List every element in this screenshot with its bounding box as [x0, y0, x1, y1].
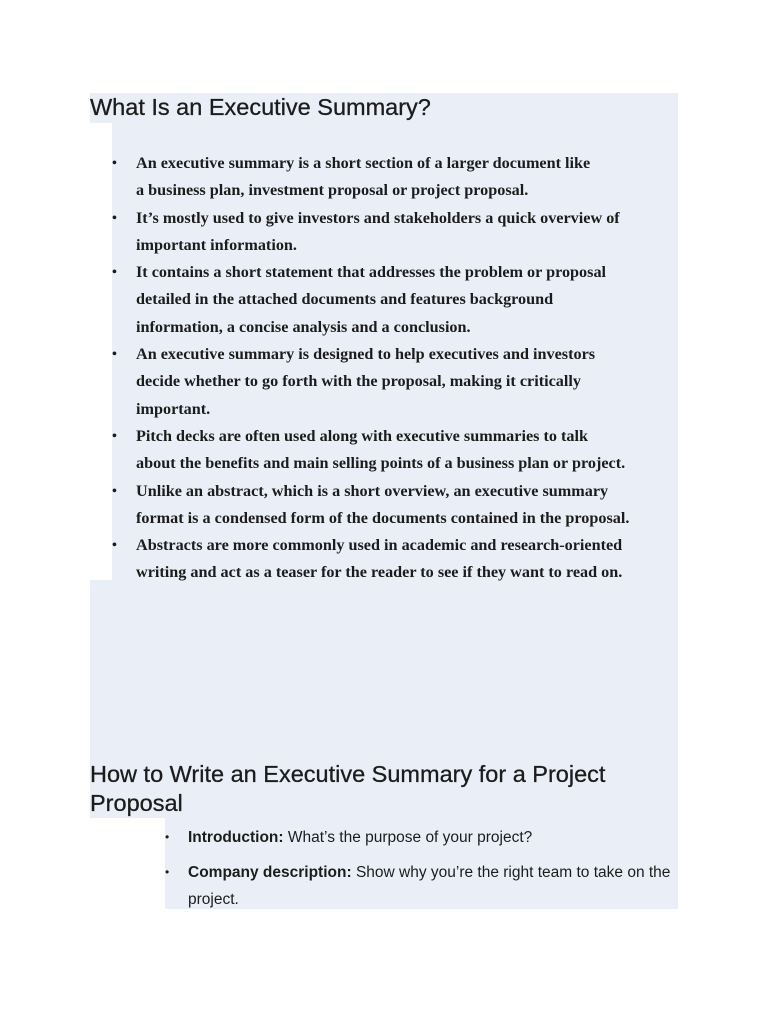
list-item-text: It’s mostly used to give investors and stakeholders a quick overview of important information.: [136, 208, 620, 254]
list-item: [112, 423, 682, 478]
list-item-text: Unlike an abstract, which is a short overview, an executive summary format is a condensed form of the documents contained in the proposal.: [136, 481, 630, 527]
list-item: [165, 859, 675, 913]
bullet-icon: •: [112, 483, 117, 499]
item-label: Introduction:: [188, 829, 284, 846]
list-item: [112, 341, 682, 423]
list-item-text: It contains a short statement that addresses the problem or proposal detailed in the attached documents and features background information, a concise analysis and a conclusion.: [136, 263, 607, 336]
bullet-icon: •: [165, 830, 170, 844]
bullet-icon: •: [112, 156, 117, 171]
list-item: [112, 532, 682, 587]
list-item: [112, 205, 682, 260]
list-item-text: Pitch decks are often used along with executive summaries to talk about the benefits and main selling points of a business plan or project.: [136, 426, 626, 473]
executive-summary-bullet-list: [112, 150, 682, 587]
bullet-icon: •: [112, 538, 117, 554]
item-text: Show why you’re the right team to take on the project.: [188, 864, 671, 908]
list-item: [112, 478, 682, 533]
section-2-heading: How to Write an Executive Summary for a Project Proposal: [90, 761, 606, 816]
list-item-text: An executive summary is designed to help executives and investors decide whether to go forth with the proposal, making it critically important.: [136, 345, 596, 418]
bullet-icon: •: [112, 428, 117, 444]
bullet-icon: •: [165, 865, 170, 879]
list-item: [165, 824, 675, 851]
section-1-heading: What Is an Executive Summary?: [90, 94, 431, 120]
item-label: Company description:: [188, 864, 352, 881]
bullet-icon: •: [112, 265, 117, 281]
bullet-icon: •: [112, 347, 117, 363]
highlight-gap: [90, 580, 678, 760]
item-text: What’s the purpose of your project?: [283, 829, 533, 846]
list-item: [112, 259, 682, 341]
list-item-text: An executive summary is a short section of a larger document like a business plan, investment proposal or project proposal.: [136, 154, 591, 200]
proposal-steps-list: [165, 824, 675, 921]
bullet-icon: •: [112, 210, 117, 226]
list-item: [112, 150, 682, 205]
list-item-text: Abstracts are more commonly used in academic and research-oriented writing and act as a teaser for the reader to see if they want to read on.: [136, 536, 623, 582]
